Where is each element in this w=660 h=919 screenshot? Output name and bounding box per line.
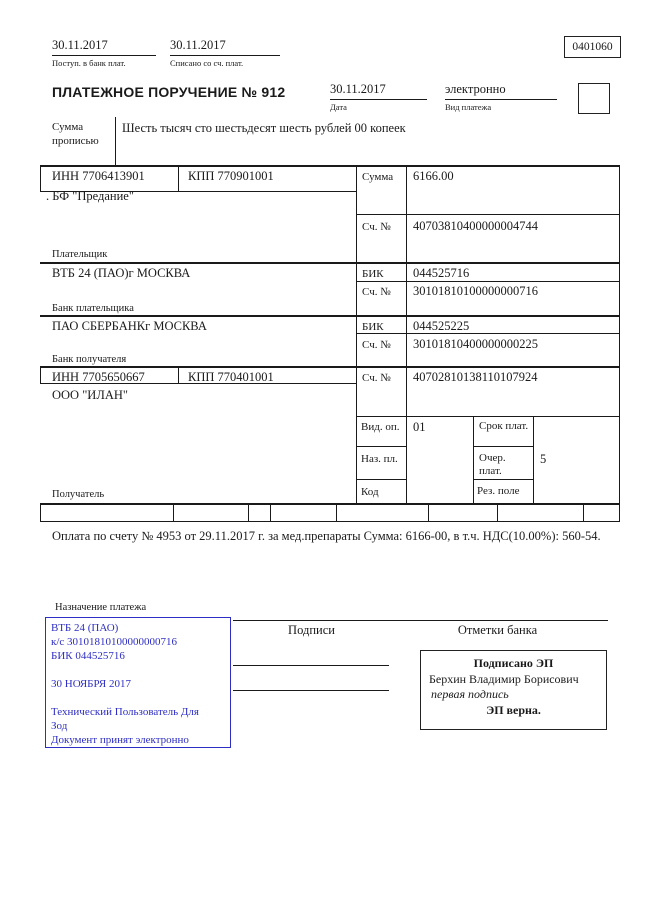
payer-name: . БФ "Предание" [46, 189, 134, 203]
amount-label: Сумма [362, 171, 394, 183]
beneficiary-name: ООО "ИЛАН" [52, 388, 128, 402]
grid-line [619, 505, 620, 521]
beneficiary-account-label: Сч. № [362, 372, 391, 384]
grid-line [473, 479, 534, 480]
bank-stamp-line: Технический Пользователь Для [51, 706, 199, 718]
payer-account: 40703810400000004744 [413, 219, 538, 233]
grid-line [583, 505, 584, 521]
amount-value: 6166.00 [413, 169, 454, 183]
doc-date-block [330, 82, 427, 112]
bank-stamp-line: 30 НОЯБРЯ 2017 [51, 678, 132, 690]
grid-line [473, 446, 534, 447]
status-checkbox [578, 83, 610, 114]
grid-line [173, 505, 174, 521]
purpose-label: Назначение платежа [55, 602, 147, 613]
payer-bank-section-label: Банк плательщика [52, 303, 134, 314]
priority-label: Очер. плат. [479, 452, 506, 477]
doc-date-label: Дата [330, 102, 347, 112]
esign-signature-type: первая подпись [431, 687, 509, 701]
grid-line [356, 333, 620, 334]
document-title: ПЛАТЕЖНОЕ ПОРУЧЕНИЕ № 912 [52, 84, 286, 100]
grid-line [356, 446, 407, 447]
debited-date-block [170, 38, 280, 68]
beneficiary-section-label: Получатель [52, 489, 105, 500]
received-date: 30.11.2017 [52, 38, 156, 56]
grid-line [356, 416, 620, 417]
beneficiary-bank-account-label: Сч. № [362, 339, 391, 351]
payer-bank-bik: 044525716 [413, 266, 470, 280]
debited-date-label: Списано со сч. плат. [170, 58, 244, 68]
bank-marks-title: Отметки банка [457, 623, 538, 637]
grid-line [406, 165, 407, 504]
grid-line [473, 416, 474, 504]
grid-line [40, 165, 41, 192]
beneficiary-bank-account: 30101810400000000225 [413, 337, 538, 351]
payer-inn: ИНН 7706413901 [52, 169, 145, 183]
payer-bank-account-label: Сч. № [362, 286, 391, 298]
grid-line [115, 117, 116, 165]
payer-account-label: Сч. № [362, 221, 391, 233]
grid-line [356, 479, 407, 480]
reserve-label: Рез. поле [477, 485, 520, 497]
beneficiary-bank-name: ПАО СБЕРБАНКг МОСКВА [52, 319, 207, 333]
grid-line [40, 521, 620, 522]
grid-line [533, 416, 534, 504]
grid-line [497, 505, 498, 521]
esign-stamp [420, 650, 607, 730]
beneficiary-bank-section-label: Банк получателя [52, 354, 127, 365]
beneficiary-bank-bik-label: БИК [362, 321, 384, 333]
purpose-code-label: Наз. пл. [361, 453, 398, 465]
debited-date: 30.11.2017 [170, 38, 280, 56]
esign-signer: Берхин Владимир Борисович [429, 671, 579, 686]
grid-line [40, 165, 620, 167]
grid-line [336, 505, 337, 521]
grid-line [356, 165, 357, 504]
grid-line [270, 505, 271, 521]
grid-line [619, 165, 620, 504]
payer-section-label: Плательщик [52, 249, 108, 260]
bank-stamp-line [51, 663, 225, 677]
signature-line [233, 665, 389, 666]
doc-date: 30.11.2017 [330, 82, 427, 100]
received-date-label: Поступ. в банк плат. [52, 58, 126, 68]
beneficiary-inn: ИНН 7705650667 [52, 370, 145, 384]
term-label: Срок плат. [479, 420, 529, 432]
bank-stamp-line: к/с 30101810100000000716 [51, 636, 178, 648]
grid-line [40, 315, 620, 317]
signatures-title: Подписи [288, 623, 335, 637]
payer-bank-name: ВТБ 24 (ПАО)г МОСКВА [52, 266, 191, 280]
grid-line [40, 262, 620, 264]
grid-line [40, 366, 41, 384]
payment-kind-label: Вид платежа [445, 102, 492, 112]
beneficiary-account: 40702810138110107924 [413, 370, 538, 384]
op-type-value: 01 [413, 420, 426, 434]
grid-line [40, 366, 620, 368]
esign-signed-label: Подписано ЭП [473, 656, 554, 670]
received-date-block [52, 38, 156, 68]
grid-line [428, 505, 429, 521]
bank-stamp-line: БИК 044525716 [51, 650, 125, 662]
grid-line [178, 165, 179, 192]
grid-line [178, 366, 179, 384]
code-label: Код [361, 486, 379, 498]
payer-kpp: КПП 770901001 [188, 169, 274, 183]
bank-stamp [45, 617, 231, 748]
bank-stamp-line: ВТБ 24 (ПАО) [51, 622, 119, 634]
signature-line [233, 690, 389, 691]
beneficiary-bank-bik: 044525225 [413, 319, 470, 333]
beneficiary-kpp: КПП 770401001 [188, 370, 274, 384]
payment-kind: электронно [445, 82, 557, 100]
bank-stamp-line: Зод [51, 720, 68, 732]
payment-kind-block [445, 82, 557, 112]
amount-words-label-1: Сумма [52, 121, 84, 133]
op-type-label: Вид. оп. [361, 421, 400, 433]
grid-line [356, 281, 620, 282]
priority-value: 5 [540, 452, 547, 466]
payer-bank-bik-label: БИК [362, 268, 384, 280]
amount-words-label-2: прописью [52, 135, 99, 147]
payer-bank-account: 30101810100000000716 [413, 284, 538, 298]
grid-line [356, 214, 620, 215]
grid-line [40, 505, 41, 521]
form-code-box: 0401060 [564, 36, 621, 58]
esign-valid-label: ЭП верна. [486, 702, 541, 717]
grid-line [248, 505, 249, 521]
grid-line [233, 620, 608, 621]
purpose-text: Оплата по счету № 4953 от 29.11.2017 г. за мед.препараты Сумма: 6166-00, в т.ч. НДС(10.00%): 560-54. [52, 529, 601, 543]
bank-stamp-line [51, 691, 225, 705]
bank-stamp-line: Документ принят электронно [51, 734, 189, 746]
amount-in-words: Шесть тысяч сто шестьдесят шесть рублей 00 копеек [122, 121, 406, 135]
